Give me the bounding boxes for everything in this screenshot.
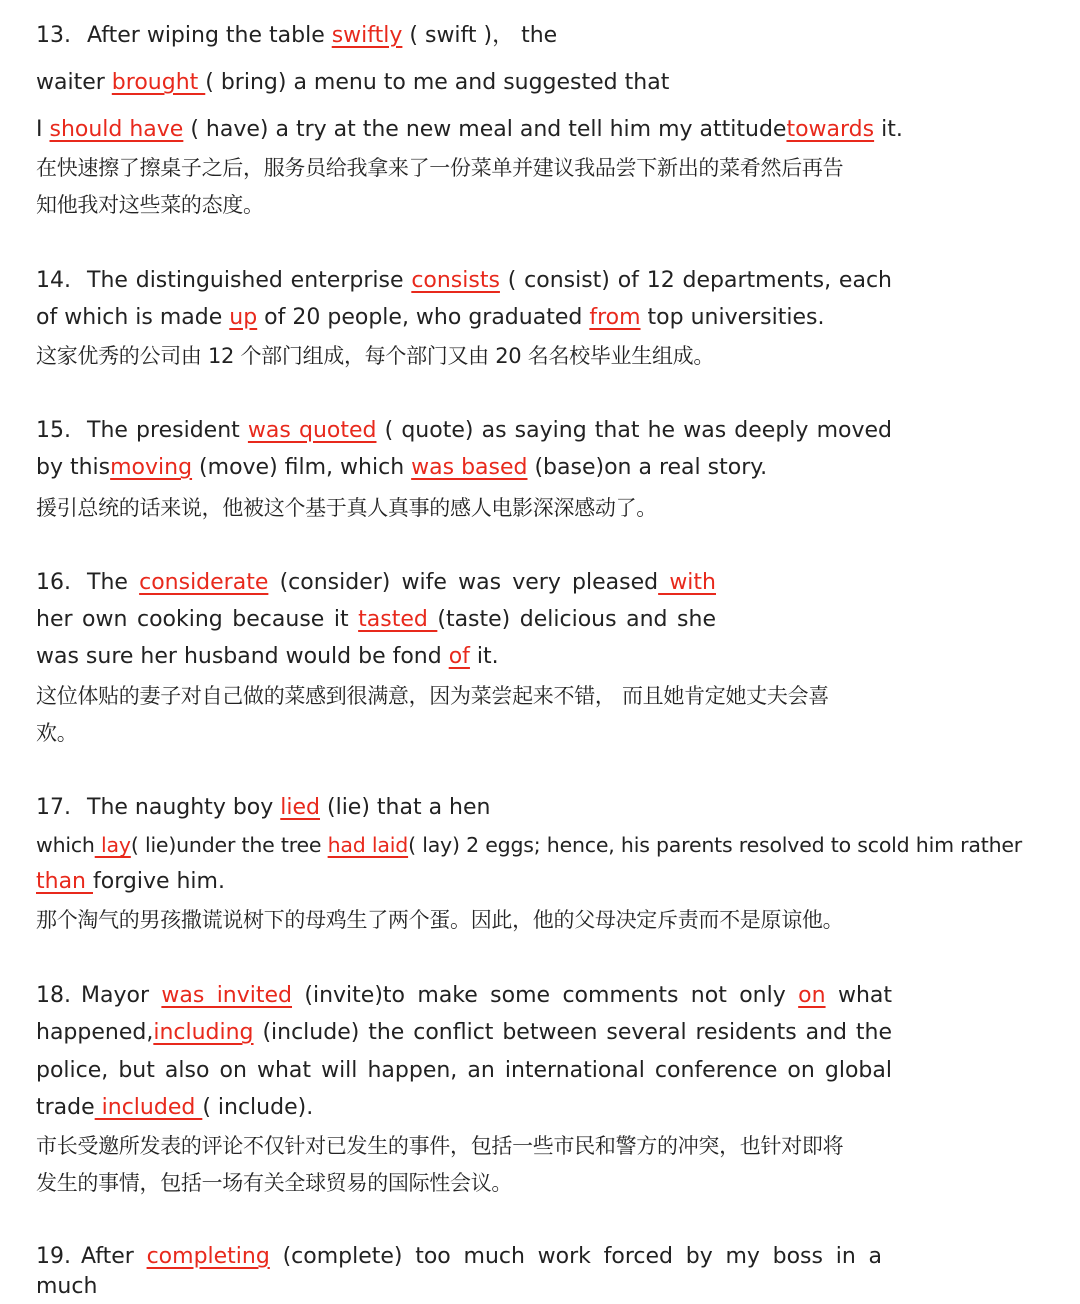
q15-line-1 [36,416,892,446]
sentence-text: it. [874,117,903,142]
sentence-text: (move) film, which [192,455,412,480]
q19-line-1 [36,1242,882,1299]
sentence-text: I [36,117,50,142]
answer-text: lied [280,795,320,820]
question-number: 14. [36,268,71,293]
answer-text: should have [49,117,184,142]
q13-line-1 [36,21,557,51]
q15-translation-1: 援引总统的话来说，他被这个基于真人真事的感人电影深深感动了。 [36,496,657,520]
sentence-text: ( lay) 2 eggs; hence, his parents resolved to scold him rather [408,833,1023,857]
answer-text: completing [146,1244,270,1269]
answer-text: from [589,305,641,330]
answer-text: was based [411,455,528,480]
answer-text: including [153,1020,254,1045]
sentence-text: ( consist) of 12 departments, each [499,268,892,293]
sentence-text: of which is made [36,305,230,330]
sentence-text: ( bring) a menu to me and suggested that [205,70,670,95]
sentence-text: ( quote) as saying that he was deeply moved [376,418,892,443]
sentence-text: ( have) a try at the new meal and tell him my attitude [183,117,787,142]
answer-text: was quoted [247,418,377,443]
sentence-text: (base)on a real story. [527,455,768,480]
q18-line-2 [36,1018,892,1048]
sentence-text: ( swift )， the [402,23,558,48]
q14-line-1 [36,266,892,296]
answer-text: lay [94,833,131,857]
q14-line-2 [36,303,824,333]
answer-text: had laid [327,833,409,857]
sentence-text: ( include). [202,1095,314,1120]
sentence-text: The [87,570,140,595]
answer-text: towards [786,117,875,142]
answer-text: tasted [358,607,438,632]
answer-text: on [798,983,826,1008]
sentence-text: top universities. [640,305,825,330]
sentence-text: which [36,833,95,857]
question-number: 15. [36,418,71,443]
answer-text: brought [111,70,206,95]
sentence-text: was sure her husband would be fond [36,644,449,669]
sentence-text: The president [87,418,248,443]
sentence-text: (include) the conflict between several residents and the [253,1020,892,1045]
q13-translation-2: 知他我对这些菜的态度。 [36,193,264,217]
q18-line-3 [36,1056,892,1086]
answer-text: swiftly [331,23,403,48]
q17-line-1 [36,793,490,823]
sentence-text: what [825,983,892,1008]
sentence-text: it. [469,644,499,669]
sentence-text: by this [36,455,111,480]
answer-text: consists [411,268,500,293]
q15-line-2 [36,453,767,483]
answer-text: than [36,869,93,894]
sentence-text: (lie) that a hen [320,795,491,820]
q13-translation-1: 在快速擦了擦桌子之后，服务员给我拿来了一份菜单并建议我品尝下新出的菜肴然后再告 [36,156,844,180]
q18-line-1 [36,981,892,1011]
sentence-text: (taste) delicious and she [437,607,716,632]
question-number: 16. [36,570,71,595]
q14-translation-1: 这家优秀的公司由 12 个部门组成，每个部门又由 20 名名校毕业生组成。 [36,344,715,368]
sentence-text: Mayor [81,983,162,1008]
q17-translation-1: 那个淘气的男孩撒谎说树下的母鸡生了两个蛋。因此，他的父母决定斥责而不是原谅他。 [36,908,844,932]
sentence-text: After [81,1244,147,1269]
answer-text: included [94,1095,203,1120]
sentence-text: ( lie)under the tree [130,833,328,857]
q18-translation-1: 市长受邀所发表的评论不仅针对已发生的事件，包括一些市民和警方的冲突，也针对即将 [36,1134,844,1158]
q16-line-2 [36,605,716,635]
sentence-text: (complete) too much work forced by my boss in a much [36,1244,882,1299]
sentence-text: (consider) wife was very pleased [268,570,659,595]
q13-line-2 [36,68,669,98]
sentence-text: The distinguished enterprise [87,268,412,293]
q18-translation-2: 发生的事情，包括一场有关全球贸易的国际性会议。 [36,1171,513,1195]
question-number: 17. [36,795,71,820]
sentence-text: (invite)to make some comments not only [292,983,799,1008]
q18-line-4 [36,1093,313,1123]
question-number: 18. [36,983,71,1008]
sentence-text: waiter [36,70,112,95]
sentence-text: of 20 people, who graduated [257,305,590,330]
answer-text: of [448,644,470,669]
q17-line-2 [36,830,1066,860]
answer-text: moving [110,455,193,480]
q16-line-1 [36,568,716,598]
answer-text: up [229,305,258,330]
sentence-text: forgive him. [93,869,225,894]
sentence-text: her own cooking because it [36,607,359,632]
q16-line-3 [36,642,499,672]
question-number: 19. [36,1244,71,1269]
sentence-text: The naughty boy [87,795,281,820]
q16-translation-1: 这位体贴的妻子对自己做的菜感到很满意，因为菜尝起来不错， 而且她肯定她丈夫会喜 [36,684,829,708]
sentence-text: trade [36,1095,95,1120]
sentence-text: After wiping the table [87,23,332,48]
q13-line-3 [36,115,903,145]
q16-translation-2: 欢。 [36,721,78,745]
answer-text: was invited [161,983,293,1008]
answer-text: with [658,570,716,595]
sentence-text: happened, [36,1020,154,1045]
sentence-text: police, but also on what will happen, an international conference on global [36,1058,892,1083]
question-number: 13. [36,23,71,48]
answer-text: considerate [139,570,269,595]
q17-line-3 [36,867,225,897]
